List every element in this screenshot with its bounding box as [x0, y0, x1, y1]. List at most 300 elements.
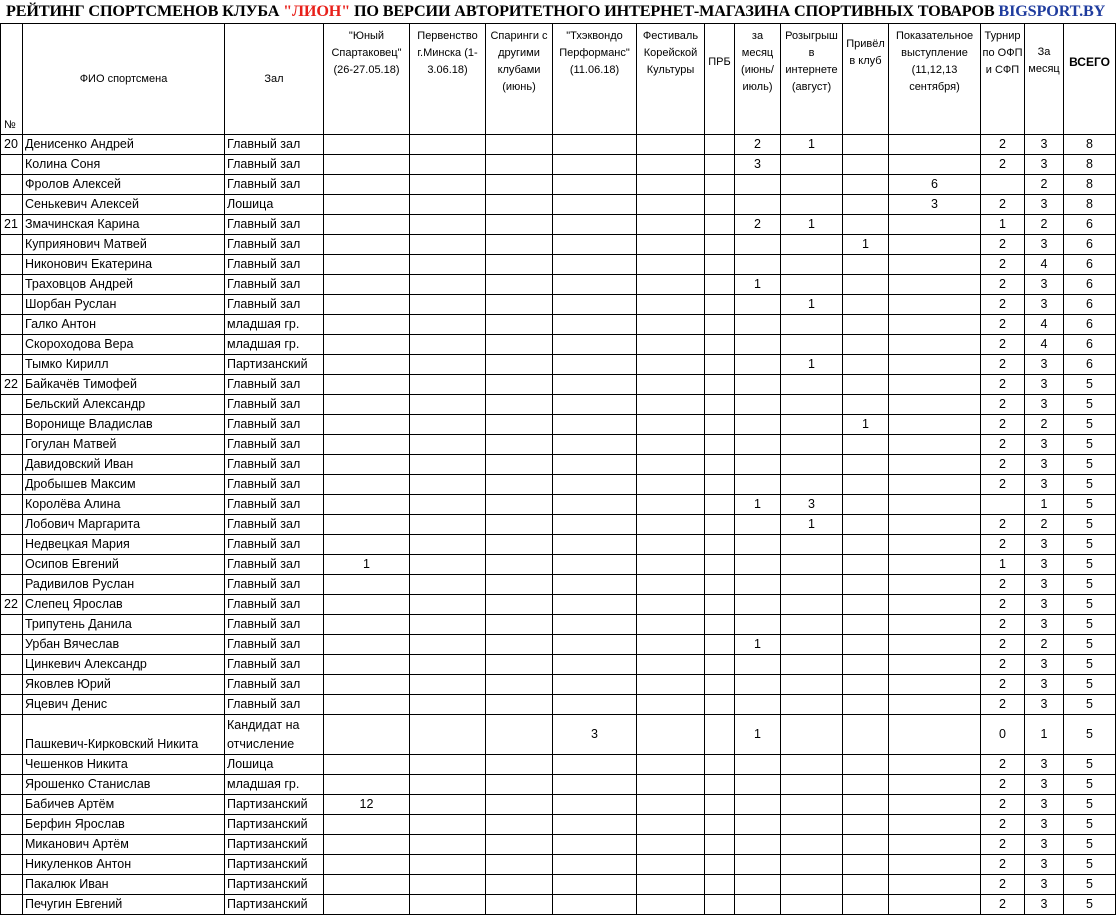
- hall-cell: Главный зал: [225, 655, 324, 675]
- rank-cell: [1, 575, 23, 595]
- score-cell: [553, 635, 637, 655]
- score-cell: [781, 775, 843, 795]
- score-cell: 2: [1025, 515, 1064, 535]
- total-cell: 6: [1064, 235, 1116, 255]
- athlete-name: Сенькевич Алексей: [23, 195, 225, 215]
- header-sparringi: Спаринги с другими клубами (июнь): [486, 24, 553, 135]
- score-cell: [410, 575, 486, 595]
- score-cell: [324, 355, 410, 375]
- score-cell: [735, 835, 781, 855]
- score-cell: [553, 155, 637, 175]
- score-cell: [705, 415, 735, 435]
- score-cell: [324, 855, 410, 875]
- score-cell: [410, 655, 486, 675]
- score-cell: [637, 435, 705, 455]
- score-cell: 2: [981, 575, 1025, 595]
- hall-cell: Партизанский: [225, 815, 324, 835]
- score-cell: [637, 355, 705, 375]
- score-cell: [735, 455, 781, 475]
- score-cell: [843, 895, 889, 915]
- score-cell: [889, 315, 981, 335]
- total-cell: 6: [1064, 355, 1116, 375]
- score-cell: 2: [981, 475, 1025, 495]
- score-cell: [843, 755, 889, 775]
- score-cell: [705, 315, 735, 335]
- table-row: [1, 255, 1116, 275]
- score-cell: [889, 435, 981, 455]
- score-cell: [781, 335, 843, 355]
- rank-cell: [1, 495, 23, 515]
- score-cell: 2: [735, 135, 781, 155]
- score-cell: [324, 475, 410, 495]
- hall-cell: Главный зал: [225, 375, 324, 395]
- score-cell: [324, 295, 410, 315]
- rank-cell: [1, 635, 23, 655]
- hall-cell: Главный зал: [225, 455, 324, 475]
- table-row: [1, 275, 1116, 295]
- score-cell: [553, 775, 637, 795]
- total-cell: 5: [1064, 815, 1116, 835]
- total-cell: 5: [1064, 555, 1116, 575]
- header-month-june-july: за месяц (июнь/июль): [735, 24, 781, 135]
- score-cell: [553, 675, 637, 695]
- score-cell: [486, 595, 553, 615]
- score-cell: 1: [324, 555, 410, 575]
- score-cell: [324, 835, 410, 855]
- table-row: [1, 435, 1116, 455]
- score-cell: [705, 215, 735, 235]
- score-cell: 3: [1025, 795, 1064, 815]
- score-cell: 2: [981, 775, 1025, 795]
- score-cell: [705, 555, 735, 575]
- athlete-name: Недвецкая Мария: [23, 535, 225, 555]
- score-cell: [781, 275, 843, 295]
- hall-cell: Главный зал: [225, 255, 324, 275]
- score-cell: [410, 335, 486, 355]
- score-cell: [486, 675, 553, 695]
- score-cell: [889, 695, 981, 715]
- score-cell: 2: [981, 335, 1025, 355]
- score-cell: [324, 375, 410, 395]
- rank-cell: 22: [1, 595, 23, 615]
- header-demonstration: Показательное выступление (11,12,13 сентября): [889, 24, 981, 135]
- score-cell: [705, 295, 735, 315]
- score-cell: 2: [735, 215, 781, 235]
- score-cell: [735, 815, 781, 835]
- header-yuny-spartakovets: "Юный Спартаковец" (26-27.05.18): [324, 24, 410, 135]
- athlete-name: Скороходова Вера: [23, 335, 225, 355]
- score-cell: 1: [781, 355, 843, 375]
- score-cell: [843, 615, 889, 635]
- athlete-name: Давидовский Иван: [23, 455, 225, 475]
- score-cell: [705, 675, 735, 695]
- score-cell: 1: [1025, 495, 1064, 515]
- score-cell: [889, 595, 981, 615]
- total-cell: 5: [1064, 495, 1116, 515]
- header-num: №: [1, 24, 23, 135]
- hall-cell: Главный зал: [225, 695, 324, 715]
- score-cell: [889, 395, 981, 415]
- score-cell: [735, 195, 781, 215]
- score-cell: [410, 595, 486, 615]
- score-cell: [843, 655, 889, 675]
- score-cell: 2: [981, 255, 1025, 275]
- table-row: [1, 195, 1116, 215]
- score-cell: 3: [1025, 295, 1064, 315]
- score-cell: [553, 455, 637, 475]
- athlete-name: Денисенко Андрей: [23, 135, 225, 155]
- score-cell: [781, 895, 843, 915]
- athlete-name: Пашкевич-Кирковский Никита: [23, 715, 225, 755]
- table-row: [1, 835, 1116, 855]
- table-row: [1, 455, 1116, 475]
- score-cell: [735, 615, 781, 635]
- hall-cell: Главный зал: [225, 595, 324, 615]
- score-cell: [637, 135, 705, 155]
- score-cell: [705, 895, 735, 915]
- athlete-name: Никонович Екатерина: [23, 255, 225, 275]
- score-cell: [843, 215, 889, 235]
- total-cell: 5: [1064, 715, 1116, 755]
- score-cell: 2: [981, 855, 1025, 875]
- score-cell: [410, 835, 486, 855]
- score-cell: [637, 635, 705, 655]
- score-cell: [410, 215, 486, 235]
- score-cell: 3: [781, 495, 843, 515]
- hall-cell: Главный зал: [225, 155, 324, 175]
- score-cell: [781, 155, 843, 175]
- score-cell: [324, 655, 410, 675]
- header-month: За месяц: [1025, 24, 1064, 135]
- score-cell: 2: [981, 135, 1025, 155]
- score-cell: [410, 615, 486, 635]
- athlete-name: Королёва Алина: [23, 495, 225, 515]
- score-cell: 3: [1025, 155, 1064, 175]
- athlete-name: Печугин Евгений: [23, 895, 225, 915]
- score-cell: [735, 755, 781, 775]
- total-cell: 5: [1064, 535, 1116, 555]
- total-cell: 6: [1064, 315, 1116, 335]
- score-cell: [705, 635, 735, 655]
- score-cell: [889, 655, 981, 675]
- score-cell: [324, 175, 410, 195]
- score-cell: 2: [981, 435, 1025, 455]
- table-row: [1, 615, 1116, 635]
- athlete-name: Пакалюк Иван: [23, 875, 225, 895]
- table-body: [1, 135, 1116, 915]
- score-cell: [843, 195, 889, 215]
- score-cell: 2: [981, 235, 1025, 255]
- score-cell: [843, 635, 889, 655]
- rank-cell: [1, 195, 23, 215]
- score-cell: [410, 355, 486, 375]
- score-cell: [843, 795, 889, 815]
- header-prb: ПРБ: [705, 24, 735, 135]
- score-cell: [705, 355, 735, 375]
- score-cell: 3: [1025, 775, 1064, 795]
- score-cell: [843, 715, 889, 755]
- total-cell: 5: [1064, 695, 1116, 715]
- total-cell: 5: [1064, 575, 1116, 595]
- score-cell: [324, 155, 410, 175]
- score-cell: [553, 335, 637, 355]
- rank-cell: [1, 315, 23, 335]
- score-cell: [324, 675, 410, 695]
- athlete-name: Гогулан Матвей: [23, 435, 225, 455]
- rank-cell: 21: [1, 215, 23, 235]
- score-cell: [410, 755, 486, 775]
- score-cell: [486, 875, 553, 895]
- score-cell: [735, 255, 781, 275]
- score-cell: 3: [1025, 235, 1064, 255]
- table-row: [1, 415, 1116, 435]
- score-cell: [735, 335, 781, 355]
- score-cell: [486, 275, 553, 295]
- score-cell: 6: [889, 175, 981, 195]
- score-cell: [324, 595, 410, 615]
- score-cell: [410, 475, 486, 495]
- score-cell: [781, 175, 843, 195]
- score-cell: 3: [1025, 755, 1064, 775]
- score-cell: [486, 455, 553, 475]
- score-cell: 2: [1025, 215, 1064, 235]
- athlete-name: Трипутень Данила: [23, 615, 225, 635]
- athlete-name: Змачинская Карина: [23, 215, 225, 235]
- score-cell: [843, 835, 889, 855]
- score-cell: [553, 855, 637, 875]
- score-cell: [705, 795, 735, 815]
- score-cell: [735, 875, 781, 895]
- athlete-name: Яцевич Денис: [23, 695, 225, 715]
- score-cell: [843, 175, 889, 195]
- athlete-name: Лобович Маргарита: [23, 515, 225, 535]
- score-cell: [889, 715, 981, 755]
- score-cell: [781, 455, 843, 475]
- score-cell: [410, 435, 486, 455]
- table-row: [1, 215, 1116, 235]
- score-cell: 3: [1025, 675, 1064, 695]
- score-cell: [889, 235, 981, 255]
- score-cell: [410, 695, 486, 715]
- score-cell: [410, 675, 486, 695]
- score-cell: [486, 375, 553, 395]
- score-cell: [553, 275, 637, 295]
- score-cell: [637, 455, 705, 475]
- score-cell: 2: [981, 355, 1025, 375]
- score-cell: [889, 575, 981, 595]
- athlete-name: Галко Антон: [23, 315, 225, 335]
- score-cell: [553, 255, 637, 275]
- score-cell: 2: [981, 695, 1025, 715]
- score-cell: [735, 315, 781, 335]
- score-cell: [781, 675, 843, 695]
- score-cell: [889, 875, 981, 895]
- score-cell: 1: [781, 215, 843, 235]
- score-cell: [889, 775, 981, 795]
- score-cell: [705, 535, 735, 555]
- score-cell: 2: [981, 615, 1025, 635]
- score-cell: [486, 515, 553, 535]
- score-cell: [637, 815, 705, 835]
- score-cell: [324, 275, 410, 295]
- score-cell: [410, 895, 486, 915]
- score-cell: [843, 315, 889, 335]
- score-cell: [889, 535, 981, 555]
- header-fio: ФИО спортсмена: [23, 24, 225, 135]
- score-cell: [324, 775, 410, 795]
- header-brought-to-club: Привёл в клуб: [843, 24, 889, 135]
- score-cell: [637, 415, 705, 435]
- score-cell: [705, 475, 735, 495]
- score-cell: [637, 175, 705, 195]
- score-cell: [637, 875, 705, 895]
- rank-cell: [1, 675, 23, 695]
- score-cell: [410, 235, 486, 255]
- table-row: [1, 875, 1116, 895]
- header-total: ВСЕГО: [1064, 24, 1116, 135]
- hall-cell: Партизанский: [225, 895, 324, 915]
- table-row: [1, 695, 1116, 715]
- score-cell: [843, 515, 889, 535]
- score-cell: [705, 655, 735, 675]
- score-cell: [981, 175, 1025, 195]
- score-cell: [553, 875, 637, 895]
- title-text-start: РЕЙТИНГ СПОРТСМЕНОВ КЛУБА: [6, 2, 284, 20]
- score-cell: [705, 495, 735, 515]
- score-cell: [324, 235, 410, 255]
- score-cell: [637, 155, 705, 175]
- score-cell: 3: [1025, 475, 1064, 495]
- score-cell: [735, 295, 781, 315]
- total-cell: 8: [1064, 175, 1116, 195]
- athlete-name: Бельский Александр: [23, 395, 225, 415]
- table-row: [1, 355, 1116, 375]
- score-cell: [705, 155, 735, 175]
- total-cell: 5: [1064, 895, 1116, 915]
- total-cell: 5: [1064, 635, 1116, 655]
- score-cell: [486, 235, 553, 255]
- total-cell: 6: [1064, 215, 1116, 235]
- score-cell: [889, 355, 981, 375]
- score-cell: [889, 295, 981, 315]
- score-cell: [324, 255, 410, 275]
- score-cell: [637, 715, 705, 755]
- score-cell: [486, 575, 553, 595]
- score-cell: [553, 815, 637, 835]
- score-cell: [781, 255, 843, 275]
- hall-cell: Главный зал: [225, 415, 324, 435]
- score-cell: [637, 615, 705, 635]
- hall-cell: младшая гр.: [225, 335, 324, 355]
- score-cell: [553, 235, 637, 255]
- score-cell: 2: [1025, 635, 1064, 655]
- score-cell: 2: [981, 795, 1025, 815]
- hall-cell: Главный зал: [225, 295, 324, 315]
- score-cell: 0: [981, 715, 1025, 755]
- score-cell: 3: [735, 155, 781, 175]
- score-cell: [889, 515, 981, 535]
- score-cell: 3: [1025, 815, 1064, 835]
- rank-cell: [1, 475, 23, 495]
- score-cell: [553, 315, 637, 335]
- score-cell: 3: [1025, 655, 1064, 675]
- score-cell: [553, 395, 637, 415]
- score-cell: [410, 395, 486, 415]
- score-cell: [324, 395, 410, 415]
- score-cell: [843, 335, 889, 355]
- score-cell: 3: [1025, 455, 1064, 475]
- score-cell: [843, 275, 889, 295]
- score-cell: [486, 555, 553, 575]
- rating-table: [0, 23, 1116, 915]
- score-cell: [781, 315, 843, 335]
- table-row: [1, 475, 1116, 495]
- score-cell: [553, 475, 637, 495]
- rank-cell: [1, 435, 23, 455]
- score-cell: [637, 855, 705, 875]
- score-cell: [735, 855, 781, 875]
- score-cell: [705, 835, 735, 855]
- score-cell: [324, 755, 410, 775]
- score-cell: [735, 475, 781, 495]
- score-cell: 3: [1025, 395, 1064, 415]
- hall-cell: Главный зал: [225, 175, 324, 195]
- score-cell: [889, 415, 981, 435]
- score-cell: [324, 215, 410, 235]
- hall-cell: Лошица: [225, 755, 324, 775]
- total-cell: 5: [1064, 655, 1116, 675]
- score-cell: [324, 695, 410, 715]
- score-cell: 2: [981, 675, 1025, 695]
- score-cell: [705, 335, 735, 355]
- score-cell: 1: [1025, 715, 1064, 755]
- score-cell: [843, 555, 889, 575]
- score-cell: 2: [1025, 175, 1064, 195]
- rank-cell: [1, 615, 23, 635]
- total-cell: 8: [1064, 135, 1116, 155]
- score-cell: [324, 315, 410, 335]
- score-cell: [553, 435, 637, 455]
- hall-cell: младшая гр.: [225, 775, 324, 795]
- athlete-name: Колина Соня: [23, 155, 225, 175]
- table-row: [1, 235, 1116, 255]
- table-row: [1, 375, 1116, 395]
- total-cell: 5: [1064, 415, 1116, 435]
- hall-cell: Главный зал: [225, 555, 324, 575]
- total-cell: 5: [1064, 615, 1116, 635]
- score-cell: [637, 835, 705, 855]
- score-cell: [486, 855, 553, 875]
- score-cell: [705, 135, 735, 155]
- score-cell: 1: [781, 295, 843, 315]
- score-cell: [889, 375, 981, 395]
- score-cell: [705, 815, 735, 835]
- rank-cell: [1, 755, 23, 775]
- score-cell: [781, 835, 843, 855]
- score-cell: [324, 195, 410, 215]
- rank-cell: [1, 795, 23, 815]
- score-cell: 3: [1025, 615, 1064, 635]
- score-cell: [781, 575, 843, 595]
- table-row: [1, 335, 1116, 355]
- score-cell: [637, 655, 705, 675]
- score-cell: 2: [981, 375, 1025, 395]
- score-cell: [889, 255, 981, 275]
- hall-cell: Главный зал: [225, 135, 324, 155]
- rank-cell: [1, 235, 23, 255]
- score-cell: [486, 415, 553, 435]
- rank-cell: [1, 695, 23, 715]
